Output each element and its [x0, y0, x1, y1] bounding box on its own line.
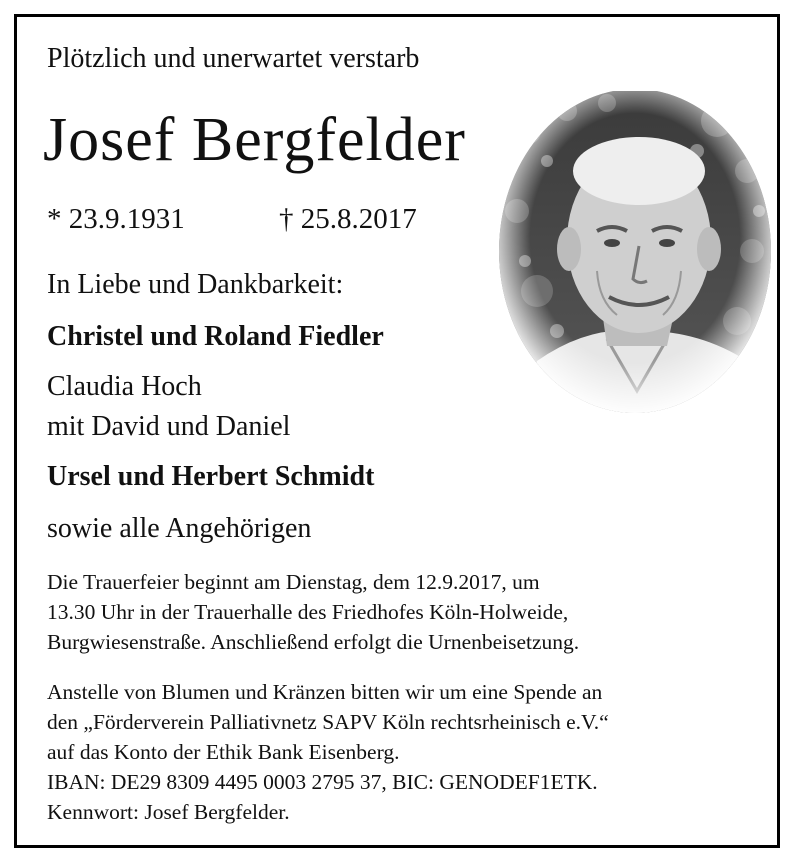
family-line: Claudia Hoch — [47, 371, 202, 402]
death-date: † 25.8.2017 — [279, 203, 417, 235]
deceased-name: Josef Bergfelder — [43, 106, 466, 174]
funeral-line: 13.30 Uhr in der Trauerhalle des Friedhofes Köln-Holweide, — [47, 600, 569, 624]
donation-info — [47, 677, 777, 827]
donation-line: den „Förderverein Palliativnetz SAPV Köln rechtsrheinisch e.V.“ — [47, 710, 609, 734]
donation-line: Kennwort: Josef Bergfelder. — [47, 800, 290, 824]
birth-date: * 23.9.1931 — [47, 203, 185, 235]
dedication-text: In Liebe und Dankbarkeit: — [47, 269, 344, 300]
family-line: mit David und Daniel — [47, 411, 291, 442]
family-line: Christel und Roland Fiedler — [47, 321, 384, 352]
family-line: sowie alle Angehörigen — [47, 513, 312, 544]
portrait-photo — [497, 91, 773, 437]
obituary-notice — [14, 14, 780, 848]
donation-line: auf das Konto der Ethik Bank Eisenberg. — [47, 740, 400, 764]
funeral-line: Burgwiesenstraße. Anschließend erfolgt die Urnenbeisetzung. — [47, 630, 580, 654]
funeral-line: Die Trauerfeier beginnt am Dienstag, dem 12.9.2017, um — [47, 570, 540, 594]
funeral-info — [47, 567, 777, 657]
donation-line: IBAN: DE29 8309 4495 0003 2795 37, BIC: GENODEF1ETK. — [47, 770, 598, 794]
intro-text: Plötzlich und unerwartet verstarb — [47, 43, 420, 74]
family-line: Ursel und Herbert Schmidt — [47, 461, 375, 492]
donation-line: Anstelle von Blumen und Kränzen bitten wir um eine Spende an — [47, 680, 603, 704]
